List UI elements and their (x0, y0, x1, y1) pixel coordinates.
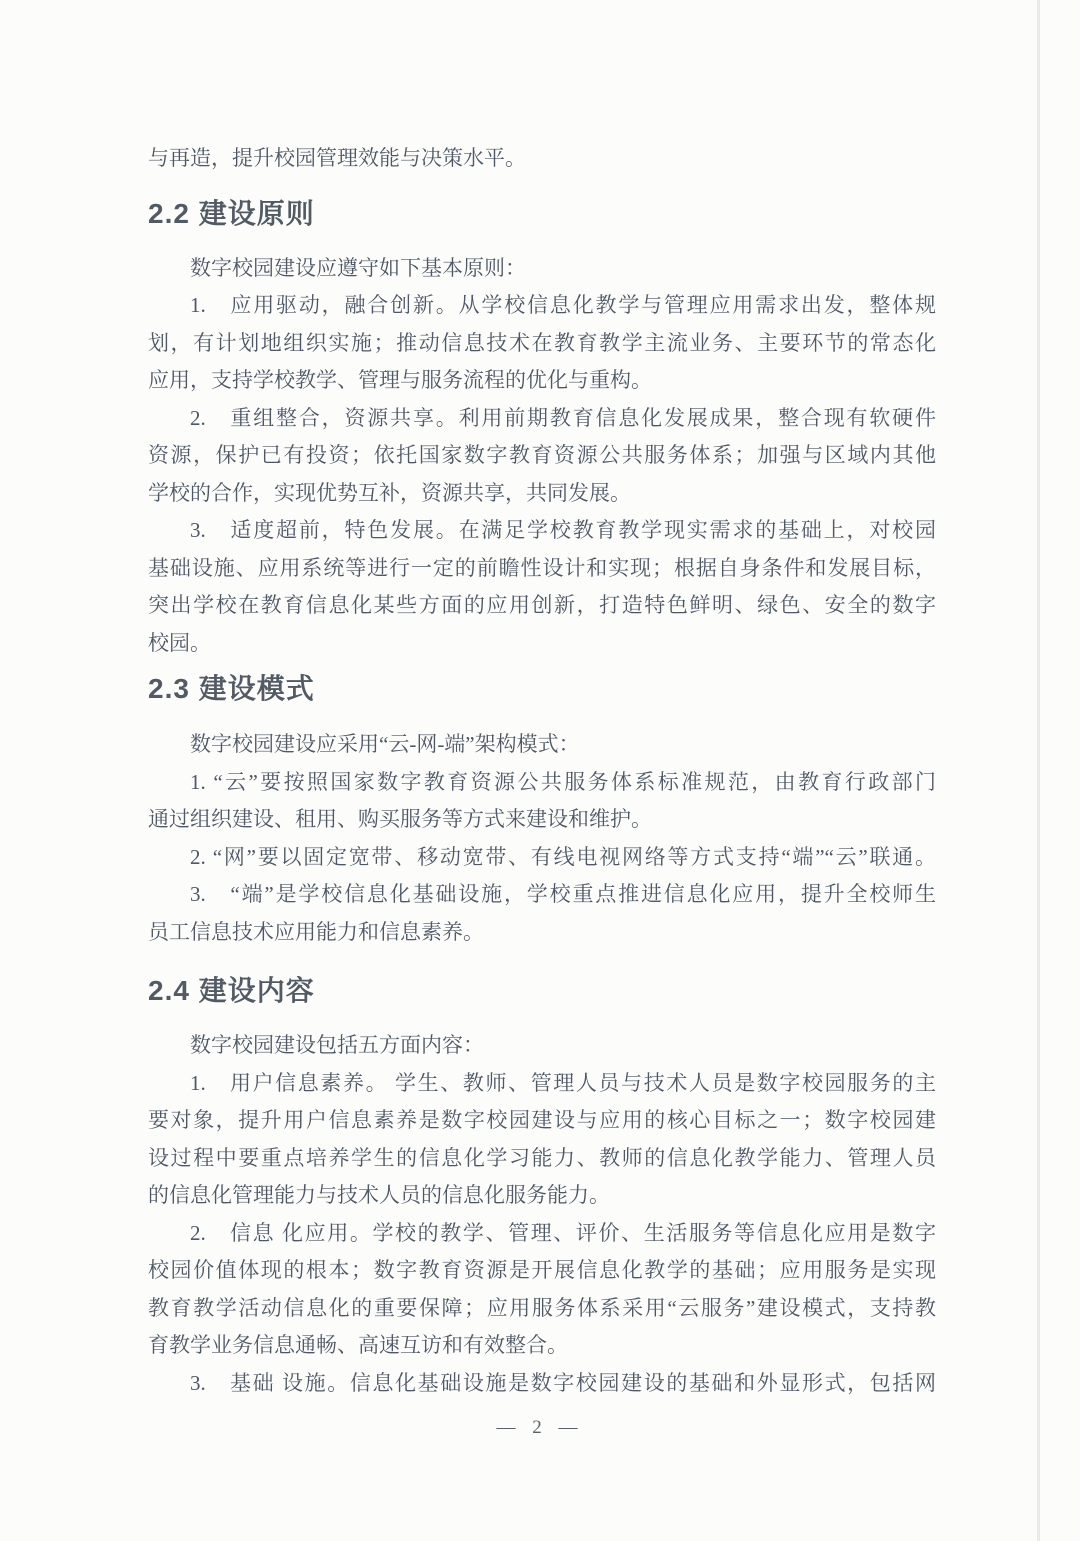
list-item-line: 3. 适度超前，特色发展。在满足学校教育教学现实需求的基础上，对校园 (190, 518, 936, 542)
paragraph-line: 资源，保护已有投资；依托国家数字教育资源公共服务体系；加强与区域内其他 (148, 443, 936, 467)
paragraph-line: 划，有计划地组织实施；推动信息技术在教育教学主流业务、主要环节的常态化 (148, 330, 936, 355)
paragraph-line: 数字校园建设应采用“云-网-端”架构模式： (190, 732, 580, 756)
paragraph-line: 通过组织建设、租用、购买服务等方式来建设和维护。 (148, 807, 652, 831)
continuation-line: 与再造，提升校园管理效能与决策水平。 (148, 146, 526, 170)
list-item-line: 2. 重组整合，资源共享。利用前期教育信息化发展成果，整合现有软硬件 (190, 405, 936, 430)
list-item-line: 3. 基础 设施。信息化基础设施是数字校园建设的基础和外显形式，包括网 (190, 1370, 936, 1395)
page-number: — 2 — (496, 1417, 584, 1438)
paragraph-line: 教育教学活动信息化的重要保障；应用服务体系采用“云服务”建设模式，支持教 (148, 1295, 936, 1320)
paragraph-line: 学校的合作，实现优势互补，资源共享，共同发展。 (148, 480, 631, 505)
section-heading-2-3: 2.3 建设模式 (148, 673, 315, 704)
paragraph-line: 数字校园建设包括五方面内容： (190, 1033, 484, 1057)
paragraph-line: 数字校园建设应遵守如下基本原则： (190, 255, 526, 280)
page-content (148, 140, 936, 1402)
section-2-3 (148, 669, 936, 951)
paragraph-line: 应用，支持学校教学、管理与服务流程的优化与重构。 (148, 368, 652, 392)
paragraph-line: 要对象，提升用户信息素养是数字校园建设与应用的核心目标之一；数字校园建 (148, 1108, 936, 1132)
paragraph-line: 突出学校在教育信息化某些方面的应用创新，打造特色鲜明、绿色、安全的数字 (148, 593, 936, 617)
list-item-line: 1. “云”要按照国家数字教育资源公共服务体系标准规范，由教育行政部门 (190, 769, 936, 794)
list-item-line: 2. “网”要以固定宽带、移动宽带、有线电视网络等方式支持“端”“云”联通。 (190, 844, 936, 869)
section-heading-2-2: 2.2 建设原则 (148, 197, 315, 229)
section-2-2 (148, 194, 936, 663)
paragraph-line: 育教学业务信息通畅、高速互访和有效整合。 (148, 1333, 568, 1357)
list-item-line: 1. 用户信息素养。 学生、教师、管理人员与技术人员是数字校园服务的主 (190, 1070, 936, 1095)
section-heading-2-4: 2.4 建设内容 (148, 975, 315, 1006)
paragraph-line: 基础设施、应用系统等进行一定的前瞻性设计和实现；根据自身条件和发展目标， (148, 555, 936, 580)
paragraph-line: 设过程中要重点培养学生的信息化学习能力、教师的信息化教学能力、管理人员 (148, 1145, 936, 1170)
paragraph-line: 的信息化管理能力与技术人员的信息化服务能力。 (148, 1183, 610, 1207)
list-item-line: 1. 应用驱动，融合创新。从学校信息化教学与管理应用需求出发，整体规 (190, 293, 936, 317)
paragraph-line: 校园。 (148, 630, 211, 655)
scan-artifact-line (1037, 0, 1040, 1541)
list-item-line: 2. 信息 化应用。学校的教学、管理、评价、生活服务等信息化应用是数字 (190, 1220, 936, 1245)
paragraph-line: 员工信息技术应用能力和信息素养。 (148, 919, 484, 944)
paragraph-line: 校园价值体现的根本；数字教育资源是开展信息化教学的基础；应用服务是实现 (148, 1258, 936, 1282)
section-2-4 (148, 971, 936, 1402)
list-item-line: 3. “端”是学校信息化基础设施，学校重点推进信息化应用，提升全校师生 (190, 882, 936, 906)
